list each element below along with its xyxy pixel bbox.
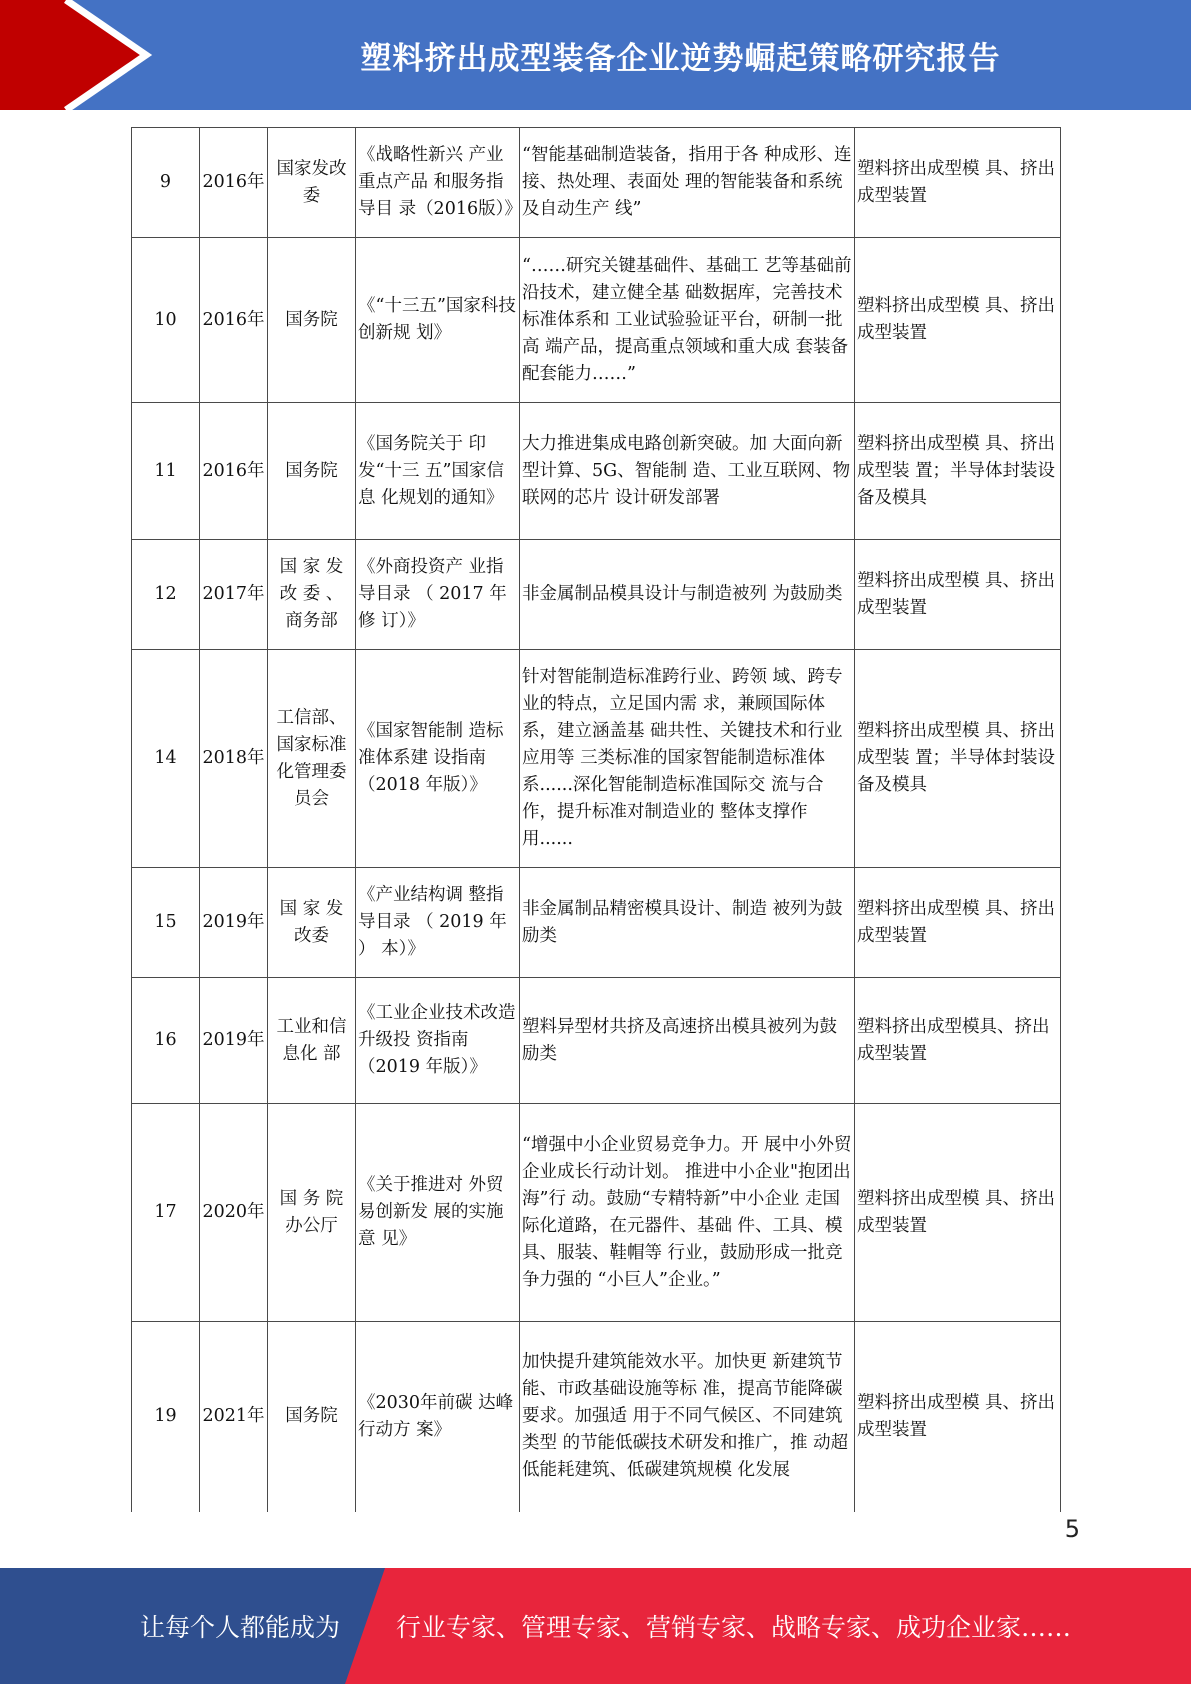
- row-department: 国 务 院 办公厅: [268, 1104, 356, 1322]
- row-department: 工信部、国家标准化管理委员会: [268, 650, 356, 868]
- row-content: 针对智能制造标准跨行业、跨领 域、跨专业的特点，立足国内需 求，兼顾国际体系，建立涵盖基 础共性、关键技术和行业应用等 三类标准的国家智能制造标准体 系......深化智能制造标准国际交 流与合作，提升标准对制造业的 整体支撑作用......: [520, 650, 855, 868]
- row-year: 2016年: [200, 403, 268, 540]
- row-department: 国 家 发 改委: [268, 868, 356, 978]
- row-department: 国 家 发 改 委 、 商务部: [268, 540, 356, 650]
- row-field: 塑料挤出成型模 具、挤出成型装置: [855, 540, 1061, 650]
- row-number: 10: [132, 238, 200, 403]
- row-number: 11: [132, 403, 200, 540]
- row-document: 《工业企业技术改造升级投 资指南（2019 年版）》: [356, 978, 520, 1104]
- row-field: 塑料挤出成型模 具、挤出成型装置: [855, 868, 1061, 978]
- row-document: 《2030年前碳 达峰行动方 案》: [356, 1322, 520, 1512]
- row-number: 14: [132, 650, 200, 868]
- row-content: “智能基础制造装备，指用于各 种成形、连接、热处理、表面处 理的智能装备和系统及自动生产 线”: [520, 128, 855, 238]
- table-row: [132, 403, 1061, 540]
- row-department: 国务院: [268, 403, 356, 540]
- row-document: 《关于推进对 外贸易创新发 展的实施意 见》: [356, 1104, 520, 1322]
- table-row: [132, 540, 1061, 650]
- row-number: 12: [132, 540, 200, 650]
- row-year: 2019年: [200, 978, 268, 1104]
- row-year: 2019年: [200, 868, 268, 978]
- table-row: [132, 238, 1061, 403]
- table-row: [132, 1322, 1061, 1512]
- row-document: 《“十三五”国家科技创新规 划》: [356, 238, 520, 403]
- row-number: 16: [132, 978, 200, 1104]
- row-content: 非金属制品模具设计与制造被列 为鼓励类: [520, 540, 855, 650]
- page-footer: [0, 1568, 1191, 1684]
- row-year: 2018年: [200, 650, 268, 868]
- row-content: 非金属制品精密模具设计、制造 被列为鼓励类: [520, 868, 855, 978]
- row-document: 《战略性新兴 产业重点产品 和服务指导目 录（2016版）》: [356, 128, 520, 238]
- row-department: 国务院: [268, 1322, 356, 1512]
- footer-slogan-right: 行业专家、管理专家、营销专家、战略专家、成功企业家……: [396, 1613, 1072, 1642]
- row-number: 19: [132, 1322, 200, 1512]
- row-content: 加快提升建筑能效水平。加快更 新建筑节能、市政基础设施等标 准，提高节能降碳要求。加强适 用于不同气候区、不同建筑类型 的节能低碳技术研发和推广，推 动超低能耗建筑、低碳建筑规模 化发展: [520, 1322, 855, 1512]
- row-field: 塑料挤出成型模 具、挤出成型装置: [855, 1322, 1061, 1512]
- row-content: “……研究关键基础件、基础工 艺等基础前沿技术，建立健全基 础数据库，完善技术标准体系和 工业试验验证平台，研制一批高 端产品，提高重点领域和重大成 套装备配套能力……”: [520, 238, 855, 403]
- row-field: 塑料挤出成型模 具、挤出成型装 置；半导体封装设 备及模具: [855, 650, 1061, 868]
- row-year: 2017年: [200, 540, 268, 650]
- row-number: 15: [132, 868, 200, 978]
- row-field: 塑料挤出成型模具、挤出成型装置: [855, 978, 1061, 1104]
- row-document: 《国务院关于 印发“十三 五”国家信息 化规划的通知》: [356, 403, 520, 540]
- row-number: 17: [132, 1104, 200, 1322]
- table-row: [132, 868, 1061, 978]
- table-row: [132, 128, 1061, 238]
- row-year: 2016年: [200, 238, 268, 403]
- row-field: 塑料挤出成型模 具、挤出成型装置: [855, 128, 1061, 238]
- row-content: “增强中小企业贸易竞争力。开 展中小外贸企业成长行动计划。 推进中小企业"抱团出海”行 动。鼓励“专精特新”中小企业 走国际化道路，在元器件、基础 件、工具、模具、服装、鞋帽等 行业，鼓励形成一批竞争力强的 “小巨人”企业。”: [520, 1104, 855, 1322]
- footer-slogan-left: 让每个人都能成为: [140, 1613, 341, 1642]
- row-document: 《外商投资产 业指导目录 （ 2017 年 修 订）》: [356, 540, 520, 650]
- row-document: 《产业结构调 整指导目录 （ 2019 年 ） 本）》: [356, 868, 520, 978]
- policy-table: [131, 127, 1061, 1512]
- row-year: 2020年: [200, 1104, 268, 1322]
- page-header: [0, 0, 1191, 110]
- report-title: 塑料挤出成型装备企业逆势崛起策略研究报告: [360, 40, 1001, 77]
- row-content: 塑料异型材共挤及高速挤出模具被列为鼓励类: [520, 978, 855, 1104]
- table-row: [132, 1104, 1061, 1322]
- page-number: 5: [1064, 1515, 1080, 1543]
- row-document: 《国家智能制 造标准体系建 设指南（2018 年版）》: [356, 650, 520, 868]
- row-content: 大力推进集成电路创新突破。加 大面向新型计算、5G、智能制 造、工业互联网、物联网的芯片 设计研发部署: [520, 403, 855, 540]
- row-department: 工业和信息化 部: [268, 978, 356, 1104]
- row-department: 国务院: [268, 238, 356, 403]
- row-field: 塑料挤出成型模 具、挤出成型装置: [855, 1104, 1061, 1322]
- row-year: 2016年: [200, 128, 268, 238]
- row-year: 2021年: [200, 1322, 268, 1512]
- row-field: 塑料挤出成型模 具、挤出成型装置: [855, 238, 1061, 403]
- table-row: [132, 650, 1061, 868]
- row-department: 国家发改委: [268, 128, 356, 238]
- table-row: [132, 978, 1061, 1104]
- row-field: 塑料挤出成型模 具、挤出成型装 置；半导体封装设 备及模具: [855, 403, 1061, 540]
- row-number: 9: [132, 128, 200, 238]
